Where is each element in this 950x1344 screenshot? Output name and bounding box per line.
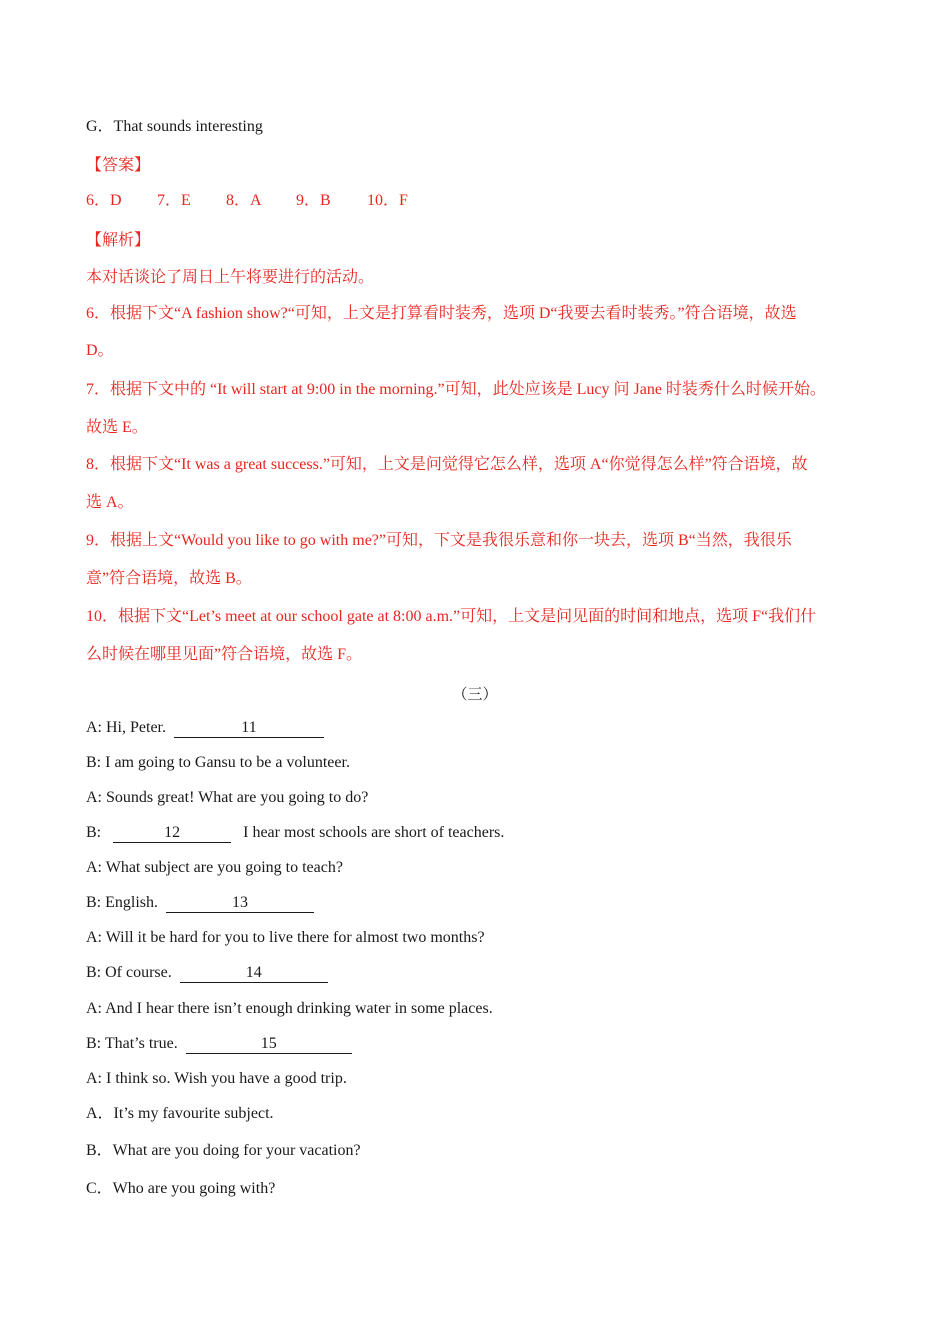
dialogue-line: A: What subject are you going to teach? (86, 859, 343, 876)
analysis-10-line1: 10．根据下文“Let’s meet at our school gate at 8:00 a.m.”可知，上文是问见面的时间和地点，选项 F“我们什 (86, 608, 817, 625)
answer-header: 【答案】 (86, 157, 151, 174)
analysis-9-line1: 9．根据上文“Would you like to go with me?”可知，下文是我很乐意和你一块去，选项 B“当然，我很乐 (86, 532, 792, 549)
dialogue-line: A: Hi, Peter. 11 (86, 718, 324, 738)
analysis-header: 【解析】 (86, 232, 151, 249)
answer-list (86, 191, 408, 211)
answer-10: 10．F (367, 192, 408, 209)
analysis-7-line1: 7．根据下文中的 “It will start at 9:00 in the morning.”可知，此处应该是 Lucy 问 Jane 时装秀什么时候开始。 (86, 381, 826, 398)
analysis-8-line1: 8．根据下文“It was a great success.”可知，上文是问觉得它怎么样，选项 A“你觉得怎么样”符合语境，故 (86, 456, 808, 473)
dialogue-line: B: English. 13 (86, 893, 314, 913)
blank-11: 11 (174, 719, 324, 738)
analysis-9-line2: 意”符合语境，故选 B。 (86, 570, 252, 587)
option-b: B．What are you doing for your vacation? (86, 1142, 361, 1159)
blank-15: 15 (186, 1035, 352, 1054)
option-g: G．That sounds interesting (86, 118, 263, 135)
option-c: C．Who are you going with? (86, 1180, 276, 1197)
option-a: A．It’s my favourite subject. (86, 1105, 274, 1122)
section-title: （三） (452, 687, 498, 703)
analysis-10-line2: 么时候在哪里见面”符合语境，故选 F。 (86, 646, 363, 663)
blank-14: 14 (180, 964, 328, 983)
dialogue-line: B: That’s true. 15 (86, 1034, 352, 1054)
analysis-7-line2: 故选 E。 (86, 419, 148, 436)
answer-7: 7．E (157, 192, 191, 209)
dialogue-line: B: Of course. 14 (86, 963, 328, 983)
analysis-8-line2: 选 A。 (86, 494, 134, 511)
analysis-6-line2: D。 (86, 342, 114, 359)
dialogue-line: A: I think so. Wish you have a good trip. (86, 1070, 347, 1087)
analysis-intro: 本对话谈论了周日上午将要进行的活动。 (86, 269, 375, 286)
blank-13: 13 (166, 894, 314, 913)
dialogue-line: B: I am going to Gansu to be a volunteer. (86, 754, 350, 771)
dialogue-line: A: And I hear there isn’t enough drinking water in some places. (86, 1000, 493, 1017)
blank-12: 12 (113, 824, 231, 843)
answer-6: 6．D (86, 192, 122, 209)
answer-9: 9．B (296, 192, 331, 209)
analysis-6-line1: 6．根据下文“A fashion show?“可知，上文是打算看时装秀，选项 D“我要去看时装秀。”符合语境，故选 (86, 305, 797, 322)
dialogue-line: A: Sounds great! What are you going to do? (86, 789, 369, 806)
dialogue-line: A: Will it be hard for you to live there for almost two months? (86, 929, 485, 946)
answer-8: 8．A (226, 192, 262, 209)
dialogue-line: B: 12 I hear most schools are short of teachers. (86, 824, 505, 841)
